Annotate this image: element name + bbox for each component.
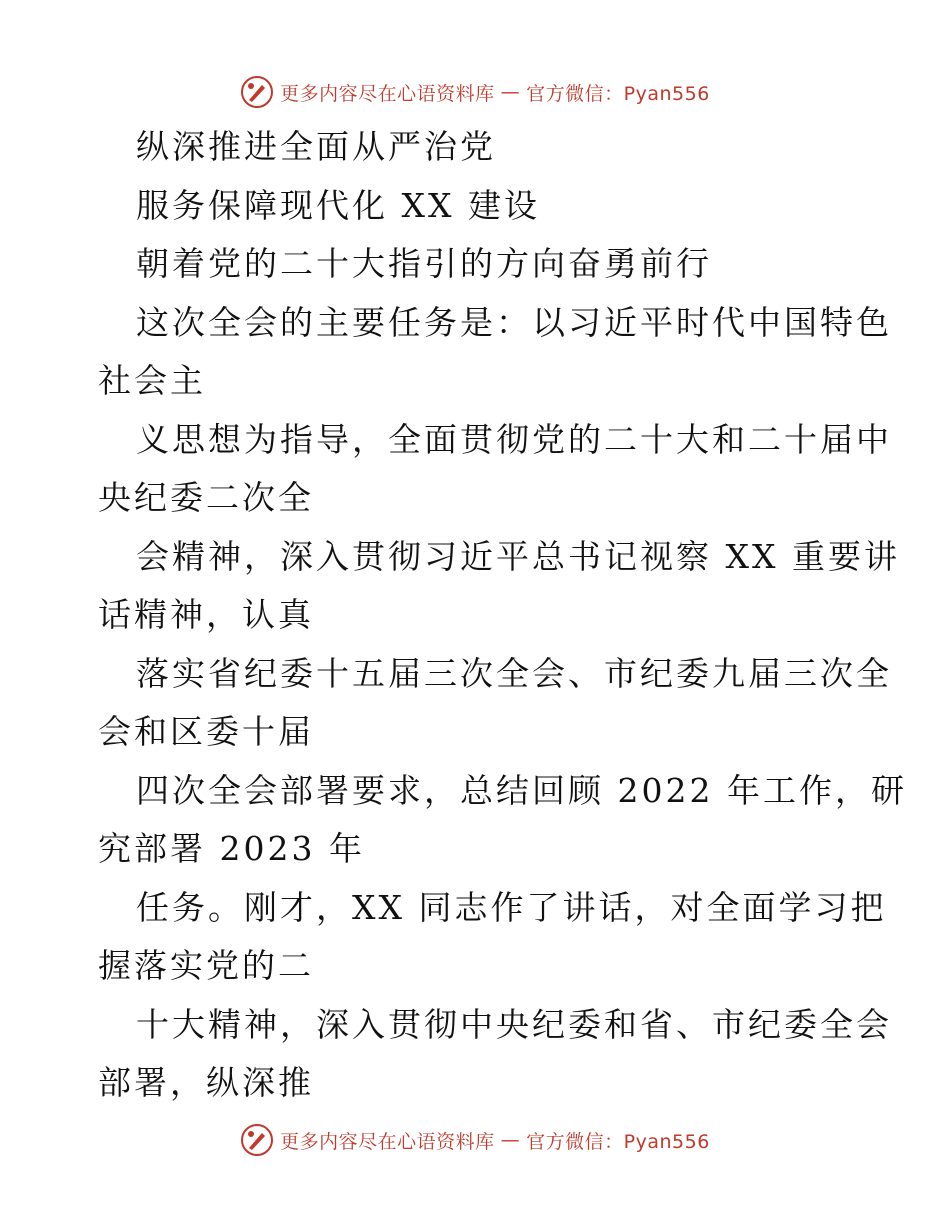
banner-separator: — — [500, 1129, 521, 1151]
document-line: 义思想为指导，全面贯彻党的二十大和二十届中 — [136, 419, 892, 459]
document-line: 央纪委二次全 — [98, 478, 314, 517]
header-banner — [0, 72, 950, 112]
banner-wechat: 官方微信：Pyan556 — [526, 82, 710, 105]
document-body — [98, 118, 907, 1113]
banner-text: 更多内容尽在心语资料库 — [280, 82, 495, 105]
document-line: 十大精神，深入贯彻中央纪委和省、市纪委全会 — [136, 1004, 892, 1044]
document-line: 究部署 2023 年 — [98, 829, 365, 868]
banner-text: 更多内容尽在心语资料库 — [280, 1130, 495, 1153]
document-line: 部署，纵深推 — [98, 1063, 314, 1102]
document-line: 朝着党的二十大指引的方向奋勇前行 — [136, 244, 712, 283]
document-line: 这次全会的主要任务是：以习近平时代中国特色 — [136, 302, 892, 342]
document-line: 话精神，认真 — [98, 595, 314, 634]
document-line: 会和区委十届 — [98, 712, 314, 751]
pen-logo-icon — [240, 1123, 274, 1157]
document-line: 落实省纪委十五届三次全会、市纪委九届三次全 — [136, 653, 892, 693]
banner-separator: — — [500, 81, 521, 103]
document-line: 任务。刚才，XX 同志作了讲话，对全面学习把 — [136, 887, 887, 927]
document-line: 社会主 — [98, 361, 206, 400]
banner-wechat: 官方微信：Pyan556 — [526, 1130, 710, 1153]
document-line: 握落实党的二 — [98, 946, 314, 985]
document-line: 服务保障现代化 XX 建设 — [136, 185, 540, 225]
document-line: 四次全会部署要求，总结回顾 2022 年工作，研 — [136, 770, 907, 810]
document-line: 纵深推进全面从严治党 — [136, 127, 496, 166]
footer-banner — [0, 1120, 950, 1160]
document-line: 会精神，深入贯彻习近平总书记视察 XX 重要讲 — [136, 536, 900, 576]
pen-logo-icon — [240, 75, 274, 109]
